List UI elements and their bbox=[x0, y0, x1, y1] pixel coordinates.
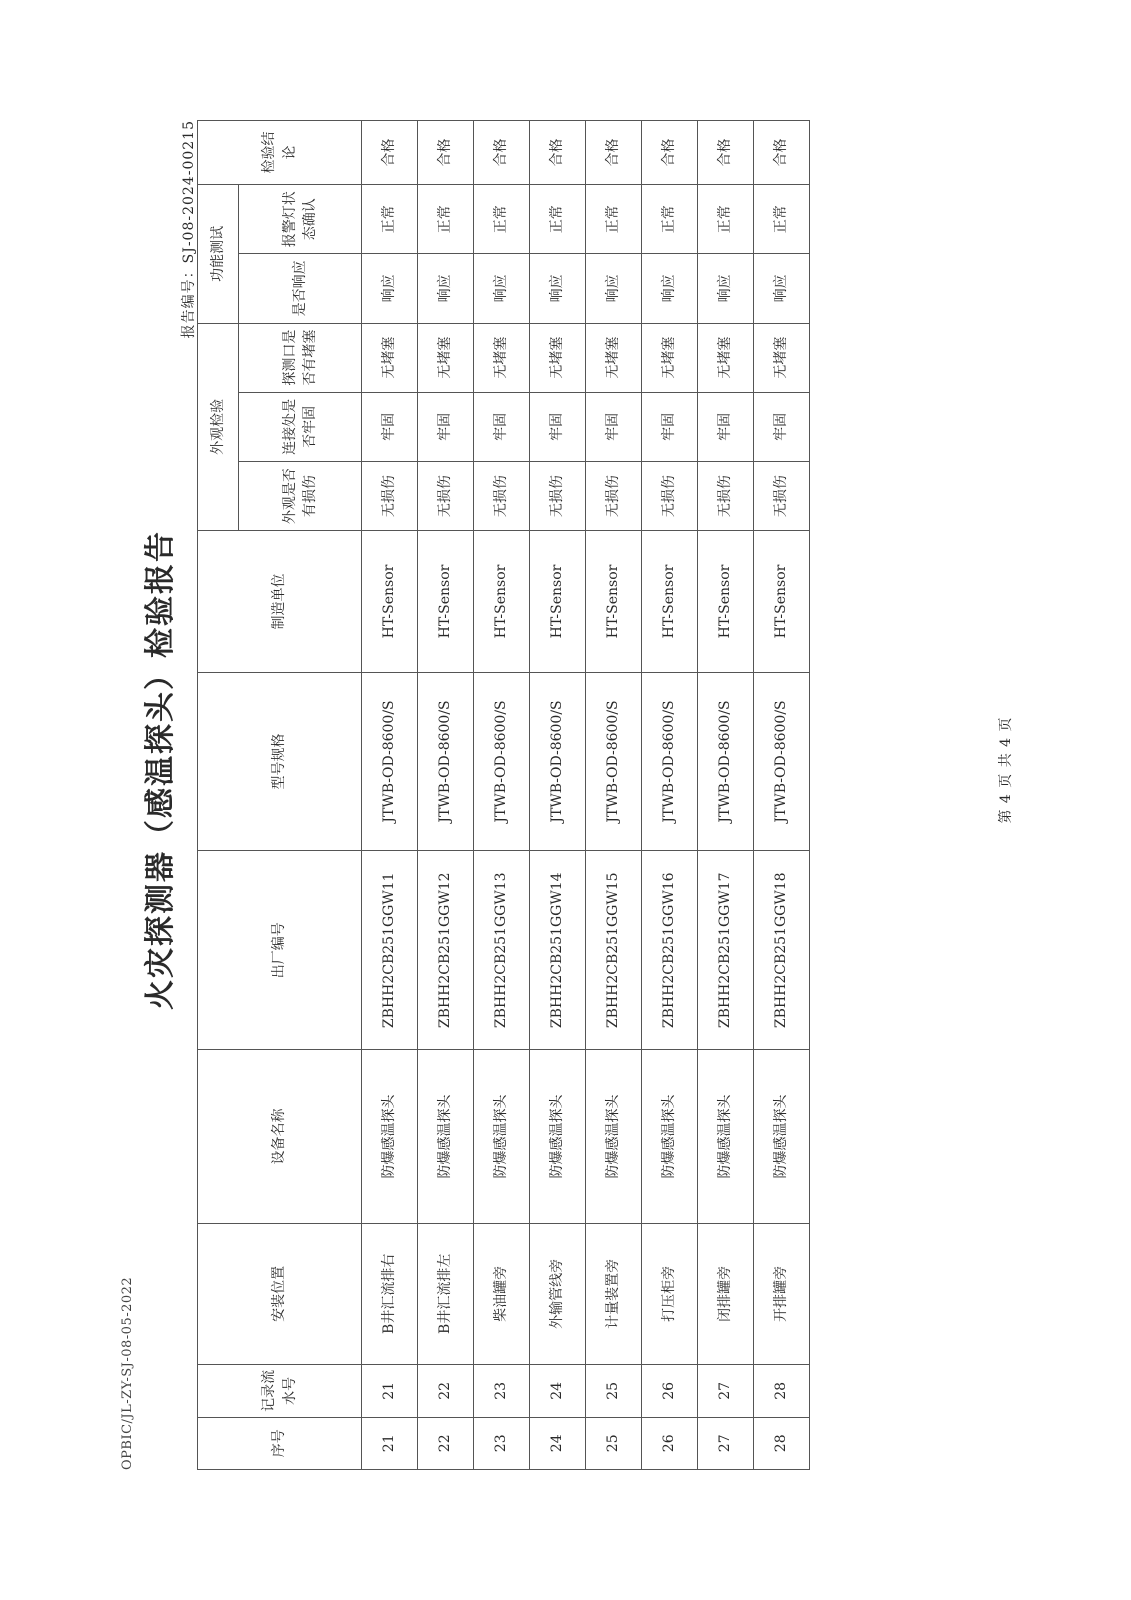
cell-conclusion: 合格 bbox=[754, 121, 810, 185]
col-manufacturer: 制造单位 bbox=[198, 531, 362, 673]
report-number-value: SJ-08-2024-00215 bbox=[181, 120, 197, 264]
cell-appearance-damage: 无损伤 bbox=[754, 462, 810, 531]
cell-connection-firm: 牢固 bbox=[754, 392, 810, 461]
inspection-table bbox=[197, 120, 810, 1470]
cell-alarm-light: 正常 bbox=[698, 185, 754, 254]
header-row-1 bbox=[198, 121, 239, 1470]
cell-model: JTWB-OD-8600/S bbox=[642, 672, 698, 850]
cell-response: 响应 bbox=[530, 254, 586, 323]
cell-model: JTWB-OD-8600/S bbox=[362, 672, 418, 850]
cell-device-name: 防爆感温探头 bbox=[418, 1050, 474, 1223]
cell-seq: 22 bbox=[418, 1417, 474, 1469]
cell-record-no: 26 bbox=[642, 1365, 698, 1417]
cell-response: 响应 bbox=[362, 254, 418, 323]
cell-manufacturer: HT-Sensor bbox=[530, 531, 586, 673]
cell-manufacturer: HT-Sensor bbox=[698, 531, 754, 673]
cell-device-name: 防爆感温探头 bbox=[362, 1050, 418, 1223]
table-row bbox=[474, 121, 530, 1470]
table-row bbox=[698, 121, 754, 1470]
cell-device-name: 防爆感温探头 bbox=[530, 1050, 586, 1223]
cell-record-no: 24 bbox=[530, 1365, 586, 1417]
cell-appearance-damage: 无损伤 bbox=[418, 462, 474, 531]
cell-seq: 25 bbox=[586, 1417, 642, 1469]
cell-appearance-damage: 无损伤 bbox=[474, 462, 530, 531]
cell-device-name: 防爆感温探头 bbox=[586, 1050, 642, 1223]
cell-location: 计量装置旁 bbox=[586, 1223, 642, 1365]
cell-device-name: 防爆感温探头 bbox=[754, 1050, 810, 1223]
cell-appearance-damage: 无损伤 bbox=[362, 462, 418, 531]
cell-device-name: 防爆感温探头 bbox=[642, 1050, 698, 1223]
report-number-label: 报告编号： bbox=[181, 263, 197, 339]
rotated-report-page bbox=[120, 70, 1040, 1470]
cell-seq: 27 bbox=[698, 1417, 754, 1469]
cell-serial-no: ZBHH2CB251GGW17 bbox=[698, 851, 754, 1050]
table-row bbox=[362, 121, 418, 1470]
col-group-appearance: 外观检验 bbox=[198, 323, 239, 531]
cell-probe-blocked: 无堵塞 bbox=[418, 323, 474, 392]
cell-conclusion: 合格 bbox=[642, 121, 698, 185]
cell-response: 响应 bbox=[642, 254, 698, 323]
table-row bbox=[418, 121, 474, 1470]
cell-response: 响应 bbox=[418, 254, 474, 323]
cell-location: B井汇流排左 bbox=[418, 1223, 474, 1365]
cell-serial-no: ZBHH2CB251GGW14 bbox=[530, 851, 586, 1050]
cell-record-no: 23 bbox=[474, 1365, 530, 1417]
col-location: 安装位置 bbox=[198, 1223, 362, 1365]
cell-model: JTWB-OD-8600/S bbox=[754, 672, 810, 850]
cell-alarm-light: 正常 bbox=[474, 185, 530, 254]
cell-appearance-damage: 无损伤 bbox=[642, 462, 698, 531]
page-footer: 第 4 页 共 4 页 bbox=[998, 716, 1014, 824]
cell-probe-blocked: 无堵塞 bbox=[362, 323, 418, 392]
col-appearance-damage: 外观是否有损伤 bbox=[239, 462, 362, 531]
col-serial-no: 出厂编号 bbox=[198, 851, 362, 1050]
cell-connection-firm: 牢固 bbox=[586, 392, 642, 461]
cell-probe-blocked: 无堵塞 bbox=[754, 323, 810, 392]
cell-appearance-damage: 无损伤 bbox=[698, 462, 754, 531]
report-title: 火灾探测器（感温探头）检验报告 bbox=[143, 530, 178, 1010]
cell-record-no: 21 bbox=[362, 1365, 418, 1417]
cell-location: 打压柜旁 bbox=[642, 1223, 698, 1365]
cell-connection-firm: 牢固 bbox=[698, 392, 754, 461]
cell-alarm-light: 正常 bbox=[530, 185, 586, 254]
cell-record-no: 22 bbox=[418, 1365, 474, 1417]
col-record-no: 记录流水号 bbox=[198, 1365, 362, 1417]
cell-model: JTWB-OD-8600/S bbox=[418, 672, 474, 850]
col-seq: 序号 bbox=[198, 1417, 362, 1469]
col-conclusion: 检验结论 bbox=[198, 121, 362, 185]
cell-response: 响应 bbox=[754, 254, 810, 323]
col-model: 型号规格 bbox=[198, 672, 362, 850]
cell-conclusion: 合格 bbox=[698, 121, 754, 185]
cell-connection-firm: 牢固 bbox=[530, 392, 586, 461]
cell-connection-firm: 牢固 bbox=[362, 392, 418, 461]
cell-serial-no: ZBHH2CB251GGW13 bbox=[474, 851, 530, 1050]
cell-model: JTWB-OD-8600/S bbox=[474, 672, 530, 850]
cell-serial-no: ZBHH2CB251GGW15 bbox=[586, 851, 642, 1050]
cell-model: JTWB-OD-8600/S bbox=[530, 672, 586, 850]
cell-response: 响应 bbox=[698, 254, 754, 323]
cell-conclusion: 合格 bbox=[362, 121, 418, 185]
cell-manufacturer: HT-Sensor bbox=[474, 531, 530, 673]
cell-model: JTWB-OD-8600/S bbox=[586, 672, 642, 850]
cell-location: 柴油罐旁 bbox=[474, 1223, 530, 1365]
cell-conclusion: 合格 bbox=[418, 121, 474, 185]
col-probe-blocked: 探测口是否有堵塞 bbox=[239, 323, 362, 392]
cell-alarm-light: 正常 bbox=[362, 185, 418, 254]
cell-connection-firm: 牢固 bbox=[418, 392, 474, 461]
col-group-function: 功能测试 bbox=[198, 185, 239, 323]
cell-probe-blocked: 无堵塞 bbox=[530, 323, 586, 392]
table-row bbox=[754, 121, 810, 1470]
cell-device-name: 防爆感温探头 bbox=[474, 1050, 530, 1223]
cell-device-name: 防爆感温探头 bbox=[698, 1050, 754, 1223]
cell-serial-no: ZBHH2CB251GGW16 bbox=[642, 851, 698, 1050]
cell-alarm-light: 正常 bbox=[418, 185, 474, 254]
table-row bbox=[642, 121, 698, 1470]
cell-appearance-damage: 无损伤 bbox=[530, 462, 586, 531]
cell-manufacturer: HT-Sensor bbox=[362, 531, 418, 673]
cell-serial-no: ZBHH2CB251GGW12 bbox=[418, 851, 474, 1050]
cell-response: 响应 bbox=[474, 254, 530, 323]
cell-seq: 24 bbox=[530, 1417, 586, 1469]
cell-record-no: 25 bbox=[586, 1365, 642, 1417]
cell-serial-no: ZBHH2CB251GGW11 bbox=[362, 851, 418, 1050]
cell-manufacturer: HT-Sensor bbox=[754, 531, 810, 673]
cell-record-no: 28 bbox=[754, 1365, 810, 1417]
cell-probe-blocked: 无堵塞 bbox=[474, 323, 530, 392]
cell-location: 开排罐旁 bbox=[754, 1223, 810, 1365]
cell-record-no: 27 bbox=[698, 1365, 754, 1417]
cell-probe-blocked: 无堵塞 bbox=[698, 323, 754, 392]
cell-alarm-light: 正常 bbox=[642, 185, 698, 254]
table-row bbox=[530, 121, 586, 1470]
cell-seq: 21 bbox=[362, 1417, 418, 1469]
col-alarm-light: 报警灯状态确认 bbox=[239, 185, 362, 254]
cell-seq: 26 bbox=[642, 1417, 698, 1469]
cell-probe-blocked: 无堵塞 bbox=[586, 323, 642, 392]
cell-conclusion: 合格 bbox=[474, 121, 530, 185]
cell-serial-no: ZBHH2CB251GGW18 bbox=[754, 851, 810, 1050]
cell-location: B井汇流排右 bbox=[362, 1223, 418, 1365]
cell-connection-firm: 牢固 bbox=[474, 392, 530, 461]
cell-manufacturer: HT-Sensor bbox=[418, 531, 474, 673]
col-device-name: 设备名称 bbox=[198, 1050, 362, 1223]
document-code: OPBIC/JL-ZY-SJ-08-05-2022 bbox=[120, 1276, 135, 1470]
report-number bbox=[178, 120, 198, 338]
cell-manufacturer: HT-Sensor bbox=[586, 531, 642, 673]
cell-appearance-damage: 无损伤 bbox=[586, 462, 642, 531]
cell-model: JTWB-OD-8600/S bbox=[698, 672, 754, 850]
cell-probe-blocked: 无堵塞 bbox=[642, 323, 698, 392]
cell-alarm-light: 正常 bbox=[586, 185, 642, 254]
col-response: 是否响应 bbox=[239, 254, 362, 323]
table-row bbox=[586, 121, 642, 1470]
col-connection-firm: 连接处是否牢固 bbox=[239, 392, 362, 461]
cell-conclusion: 合格 bbox=[586, 121, 642, 185]
cell-conclusion: 合格 bbox=[530, 121, 586, 185]
cell-seq: 23 bbox=[474, 1417, 530, 1469]
cell-alarm-light: 正常 bbox=[754, 185, 810, 254]
cell-connection-firm: 牢固 bbox=[642, 392, 698, 461]
cell-manufacturer: HT-Sensor bbox=[642, 531, 698, 673]
cell-seq: 28 bbox=[754, 1417, 810, 1469]
cell-location: 外输管线旁 bbox=[530, 1223, 586, 1365]
cell-response: 响应 bbox=[586, 254, 642, 323]
cell-location: 闭排罐旁 bbox=[698, 1223, 754, 1365]
